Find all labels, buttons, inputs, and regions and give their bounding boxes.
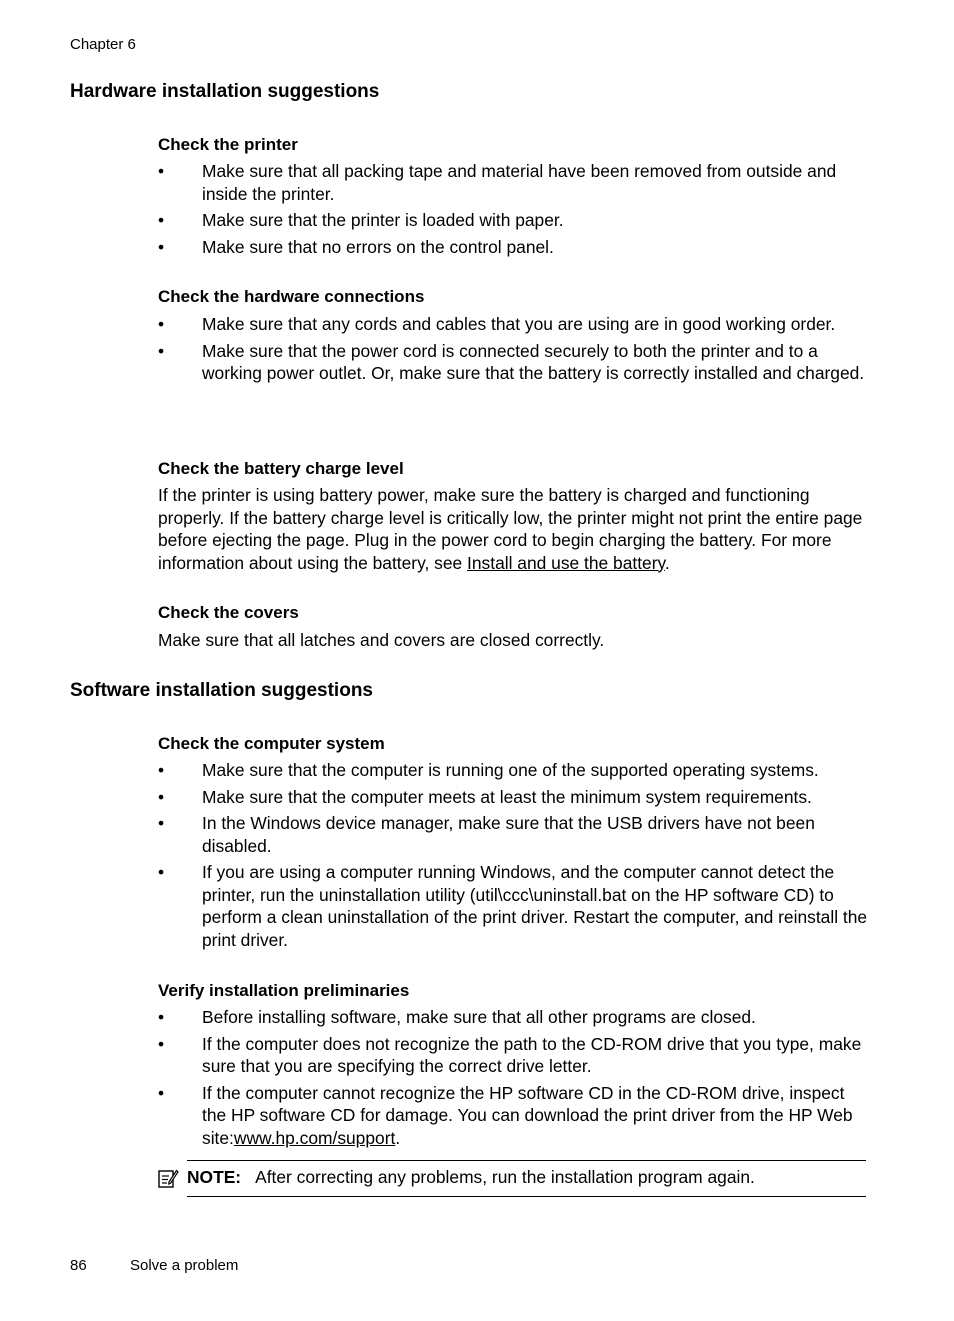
note-text	[187, 1166, 755, 1188]
bullet: •	[158, 786, 165, 807]
bullet: •	[158, 1033, 165, 1054]
hardware-section-title: Hardware installation suggestions	[70, 81, 380, 102]
bullet: •	[158, 862, 165, 882]
list-item: • Before installing software, make sure that all other programs are closed.	[158, 1007, 756, 1027]
check-connections-heading: Check the hardware connections	[158, 287, 425, 306]
bullet: •	[158, 340, 165, 361]
footer-section-title: Solve a problem	[130, 1257, 239, 1274]
bullet: •	[158, 210, 165, 230]
bullet: •	[158, 813, 165, 833]
battery-paragraph: If the printer is using battery power, make sure the battery is charged and functioning properly. If the battery charge level is critically low, the printer might not print the entire page before ejecting the page. Plug in the power cord to begin charging the battery. For more information about using the battery, see Install and use the battery.	[158, 485, 863, 573]
check-computer-heading: Check the computer system	[158, 734, 385, 753]
bullet: •	[158, 236, 165, 257]
hp-support-link[interactable]: www.hp.com/support	[233, 1127, 396, 1148]
check-covers-heading: Check the covers	[158, 603, 299, 622]
bullet: •	[158, 760, 165, 780]
note-body: After correcting any problems, run the installation program again.	[255, 1167, 755, 1187]
list-item: • In the Windows device manager, make sure that the USB drivers have not been disabled.	[158, 813, 815, 856]
software-section-title: Software installation suggestions	[70, 680, 373, 701]
list-item: • Make sure that the computer meets at least the minimum system requirements.	[158, 786, 812, 807]
list-item: • Make sure that any cords and cables that you are using are in good working order.	[158, 314, 836, 334]
list-item: • Make sure that the computer is running one of the supported operating systems.	[158, 760, 819, 780]
check-computer-list	[158, 759, 873, 955]
verify-preliminaries-list	[158, 1006, 873, 1153]
chapter-label: Chapter 6	[70, 36, 136, 53]
page-number: 86	[70, 1257, 87, 1274]
verify-preliminaries-heading: Verify installation preliminaries	[158, 981, 410, 1000]
note-label: NOTE:	[187, 1167, 242, 1187]
list-item: • Make sure that no errors on the control panel.	[158, 236, 554, 257]
covers-paragraph: Make sure that all latches and covers are closed correctly.	[158, 630, 605, 650]
list-item: • If the computer cannot recognize the HP software CD in the CD-ROM drive, inspect the HP software CD for damage. You can download the print driver from the HP Web site:www.hp.com/support.	[158, 1082, 853, 1148]
install-battery-link[interactable]: Install and use the battery	[467, 552, 665, 573]
list-item: • Make sure that the printer is loaded with paper.	[158, 210, 564, 230]
list-item: • If the computer does not recognize the path to the CD-ROM drive that you type, make sure that you are specifying the correct drive letter.	[158, 1033, 862, 1076]
note-pencil-icon	[157, 1167, 179, 1189]
bullet: •	[158, 1082, 165, 1103]
list-item: • If you are using a computer running Windows, and the computer cannot detect the printer, run the uninstallation utility (util\ccc\uninstall.bat on the HP software CD) to perform a clean uninstallation of the print driver. Restart the computer, and reinstall the print driver.	[158, 862, 868, 950]
check-printer-heading: Check the printer	[158, 135, 298, 154]
list-item: • Make sure that all packing tape and material have been removed from outside and inside the printer.	[158, 161, 837, 204]
check-printer-list	[158, 160, 873, 262]
bullet: •	[158, 161, 165, 181]
check-battery-heading: Check the battery charge level	[158, 459, 404, 478]
list-item: • Make sure that the power cord is connected securely to both the printer and to a working power outlet. Or, make sure that the battery is correctly installed and charged.	[158, 340, 865, 383]
bullet: •	[158, 1007, 165, 1027]
check-connections-list	[158, 313, 873, 389]
bullet: •	[158, 314, 165, 334]
